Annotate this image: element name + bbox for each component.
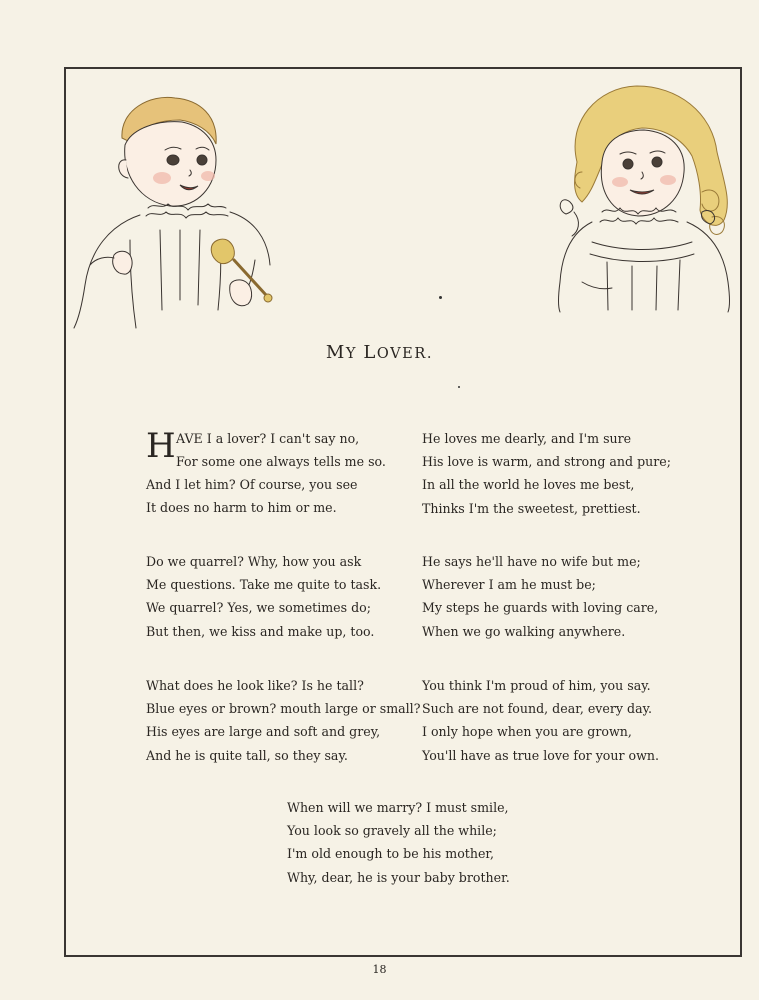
- poem-title: [0, 342, 759, 363]
- ornament-dot: [458, 386, 460, 388]
- poem-line: You look so gravely all the while;: [287, 823, 497, 839]
- poem-line: And he is quite tall, so they say.: [146, 747, 348, 763]
- poem-line: His love is warm, and strong and pure;: [422, 454, 671, 470]
- stanza-6: [422, 674, 659, 767]
- poem-line: And I let him? Of course, you see: [146, 477, 358, 492]
- poem-line: AVE I a lover? I can't say no,: [176, 431, 360, 446]
- page-number: 18: [372, 963, 387, 976]
- poem-line: I'm old enough to be his mother,: [287, 846, 495, 862]
- ornament-dot: [439, 296, 442, 299]
- poem-line: Blue eyes or brown? mouth large or small?: [146, 701, 421, 717]
- poem-line: His eyes are large and soft and grey,: [146, 724, 381, 740]
- poem-line: For some one always tells me so.: [176, 454, 386, 470]
- poem-line: Me questions. Take me quite to task.: [146, 577, 382, 593]
- poem-line: Such are not found, dear, every day.: [422, 701, 653, 717]
- poem-line: Wherever I am he must be;: [422, 577, 596, 593]
- poem-line: You think I'm proud of him, you say.: [422, 678, 651, 693]
- stanza-1: [176, 427, 386, 473]
- title-initial-l: L: [363, 342, 377, 363]
- poem-line: My steps he guards with loving care,: [422, 600, 659, 616]
- poem-line: When will we marry? I must smile,: [287, 800, 509, 815]
- stanza-7: [287, 796, 510, 889]
- poem-line: What does he look like? Is he tall?: [146, 678, 364, 693]
- title-text-part1: Y: [345, 346, 364, 362]
- poem-line: We quarrel? Yes, we sometimes do;: [146, 600, 371, 616]
- title-initial-m: M: [325, 342, 346, 363]
- stanza-4: [422, 550, 658, 643]
- stanza-5: [146, 674, 420, 767]
- poem-line: But then, we kiss and make up, too.: [146, 623, 375, 639]
- poem-line: In all the world he loves me best,: [422, 477, 635, 493]
- poem-line: I only hope when you are grown,: [422, 724, 632, 740]
- poem-line: He says he'll have no wife but me;: [422, 554, 641, 569]
- poem-line: Thinks I'm the sweetest, prettiest.: [422, 500, 641, 516]
- stanza-2: [422, 427, 671, 520]
- poem-line: Do we quarrel? Why, how you ask: [146, 554, 362, 569]
- poem-line: It does no harm to him or me.: [146, 500, 337, 516]
- stanza-3: [146, 550, 381, 643]
- poem-line: Why, dear, he is your baby brother.: [287, 869, 510, 885]
- curly-haired-girl-illustration: [552, 82, 742, 314]
- poem-line: You'll have as true love for your own.: [422, 747, 659, 763]
- title-text-part2: OVER.: [376, 346, 434, 362]
- drop-cap: H: [146, 426, 176, 466]
- baby-with-rattle-illustration: [70, 90, 285, 330]
- poem-line: He loves me dearly, and I'm sure: [422, 431, 632, 446]
- poem-line: When we go walking anywhere.: [422, 623, 626, 639]
- stanza-1-cont: [146, 473, 358, 519]
